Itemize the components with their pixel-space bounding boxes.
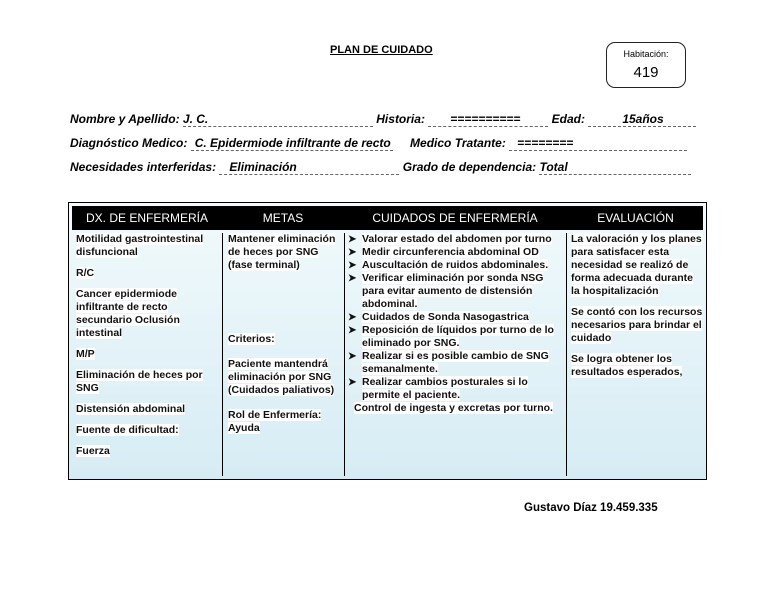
necesidades-value: Eliminación — [229, 160, 297, 174]
room-number: 419 — [633, 64, 659, 81]
edad-label: Edad: — [551, 112, 585, 126]
evaluacion-column — [571, 233, 703, 476]
diag-value: C. Epidermiode infiltrante de recto — [194, 136, 391, 150]
historia-label: Historia: — [376, 112, 425, 126]
list-item: ➤ Realizar si es posible cambio de SNG semanalmente. — [348, 350, 549, 375]
room-box — [606, 42, 686, 88]
col-header-cuidados: CUIDADOS DE ENFERMERÍA — [372, 211, 538, 225]
list-item: ➤ Verificar eliminación por sonda NSG para evitar aumento de distensión abdominal. — [348, 272, 544, 310]
arrow-bullet-icon: ➤ — [348, 377, 357, 388]
arrow-bullet-icon: ➤ — [348, 351, 357, 362]
historia-value: ========== — [450, 112, 521, 126]
header-row-2 — [70, 136, 687, 151]
medico-label: Medico Tratante: — [410, 136, 506, 150]
medico-value: ======== — [517, 136, 574, 150]
metas-column — [228, 233, 340, 476]
meta-goal: Mantener eliminación de heces por SNG (fase terminal) — [228, 233, 336, 271]
column-divider — [566, 233, 567, 476]
dx-item: R/C — [76, 267, 95, 279]
col-header-dx: DX. DE ENFERMERÍA — [85, 211, 208, 225]
list-item: ➤ Realizar cambios posturales si lo permite el paciente. — [348, 376, 528, 401]
column-divider — [222, 233, 223, 476]
dx-item: Fuerza — [76, 445, 110, 457]
column-divider — [344, 233, 345, 476]
dx-item: Cancer epidermiode infiltrante de recto secundario Oclusión intestinal — [76, 288, 180, 339]
arrow-bullet-icon: ➤ — [348, 312, 357, 323]
arrow-bullet-icon: ➤ — [348, 325, 357, 336]
grado-label: Grado de dependencia: — [402, 160, 537, 174]
header-row-3 — [70, 160, 691, 175]
list-item: ➤ Cuidados de Sonda Nasogastrica — [348, 311, 529, 323]
evaluacion-item: La valoración y los planes para satisfacer esta necesidad se realizó de forma adecuada durante la hospitalización — [571, 233, 702, 297]
criterios-label: Criterios: — [228, 333, 275, 345]
evaluacion-item: Se contó con los recursos necesarios para brindar el cuidado — [571, 306, 703, 344]
room-label: Habitación: — [623, 49, 669, 59]
col-header-evaluacion: EVALUACIÓN — [597, 211, 674, 225]
arrow-bullet-icon: ➤ — [348, 234, 357, 245]
dx-column — [76, 233, 218, 476]
header-row-1 — [70, 112, 696, 127]
meta-rol: Rol de Enfermería: Ayuda — [228, 409, 322, 434]
necesidades-label: Necesidades interferidas: — [70, 160, 217, 174]
name-value: J. C. — [182, 112, 209, 126]
list-item: ➤ Reposición de líquidos por turno de lo eliminado por SNG. — [348, 324, 554, 349]
cuidados-column — [348, 233, 561, 476]
list-item: ➤ Auscultación de ruidos abdominales. — [348, 259, 549, 271]
diag-label: Diagnóstico Medico: — [70, 136, 188, 150]
dx-item: Motilidad gastrointestinal disfuncional — [76, 233, 204, 258]
list-item: ➤ Valorar estado del abdomen por turno — [348, 233, 552, 245]
dx-item: Distensión abdominal — [76, 403, 186, 415]
dx-item: Eliminación de heces por SNG — [76, 369, 203, 394]
arrow-bullet-icon: ➤ — [348, 260, 357, 271]
dx-item: M/P — [76, 348, 95, 360]
page-title: PLAN DE CUIDADO — [330, 44, 433, 56]
list-item: ➤ Medir circunferencia abdominal OD — [348, 246, 539, 258]
list-item: Control de ingesta y excretas por turno. — [354, 402, 553, 414]
arrow-bullet-icon: ➤ — [348, 273, 357, 284]
evaluacion-item: Se logra obtener los resultados esperados, — [571, 353, 683, 378]
dx-item: Fuente de dificultad: — [76, 424, 179, 436]
col-header-metas: METAS — [262, 211, 304, 225]
name-label: Nombre y Apellido: — [70, 112, 180, 126]
edad-value: 15años — [622, 112, 664, 126]
grado-value: Total — [539, 160, 568, 174]
table-header — [72, 206, 703, 230]
meta-criterio: Paciente mantendrá eliminación por SNG (Cuidados paliativos) — [228, 358, 335, 396]
arrow-bullet-icon: ➤ — [348, 247, 357, 258]
care-plan-table — [68, 202, 707, 480]
signature: Gustavo Díaz 19.459.335 — [524, 502, 658, 514]
